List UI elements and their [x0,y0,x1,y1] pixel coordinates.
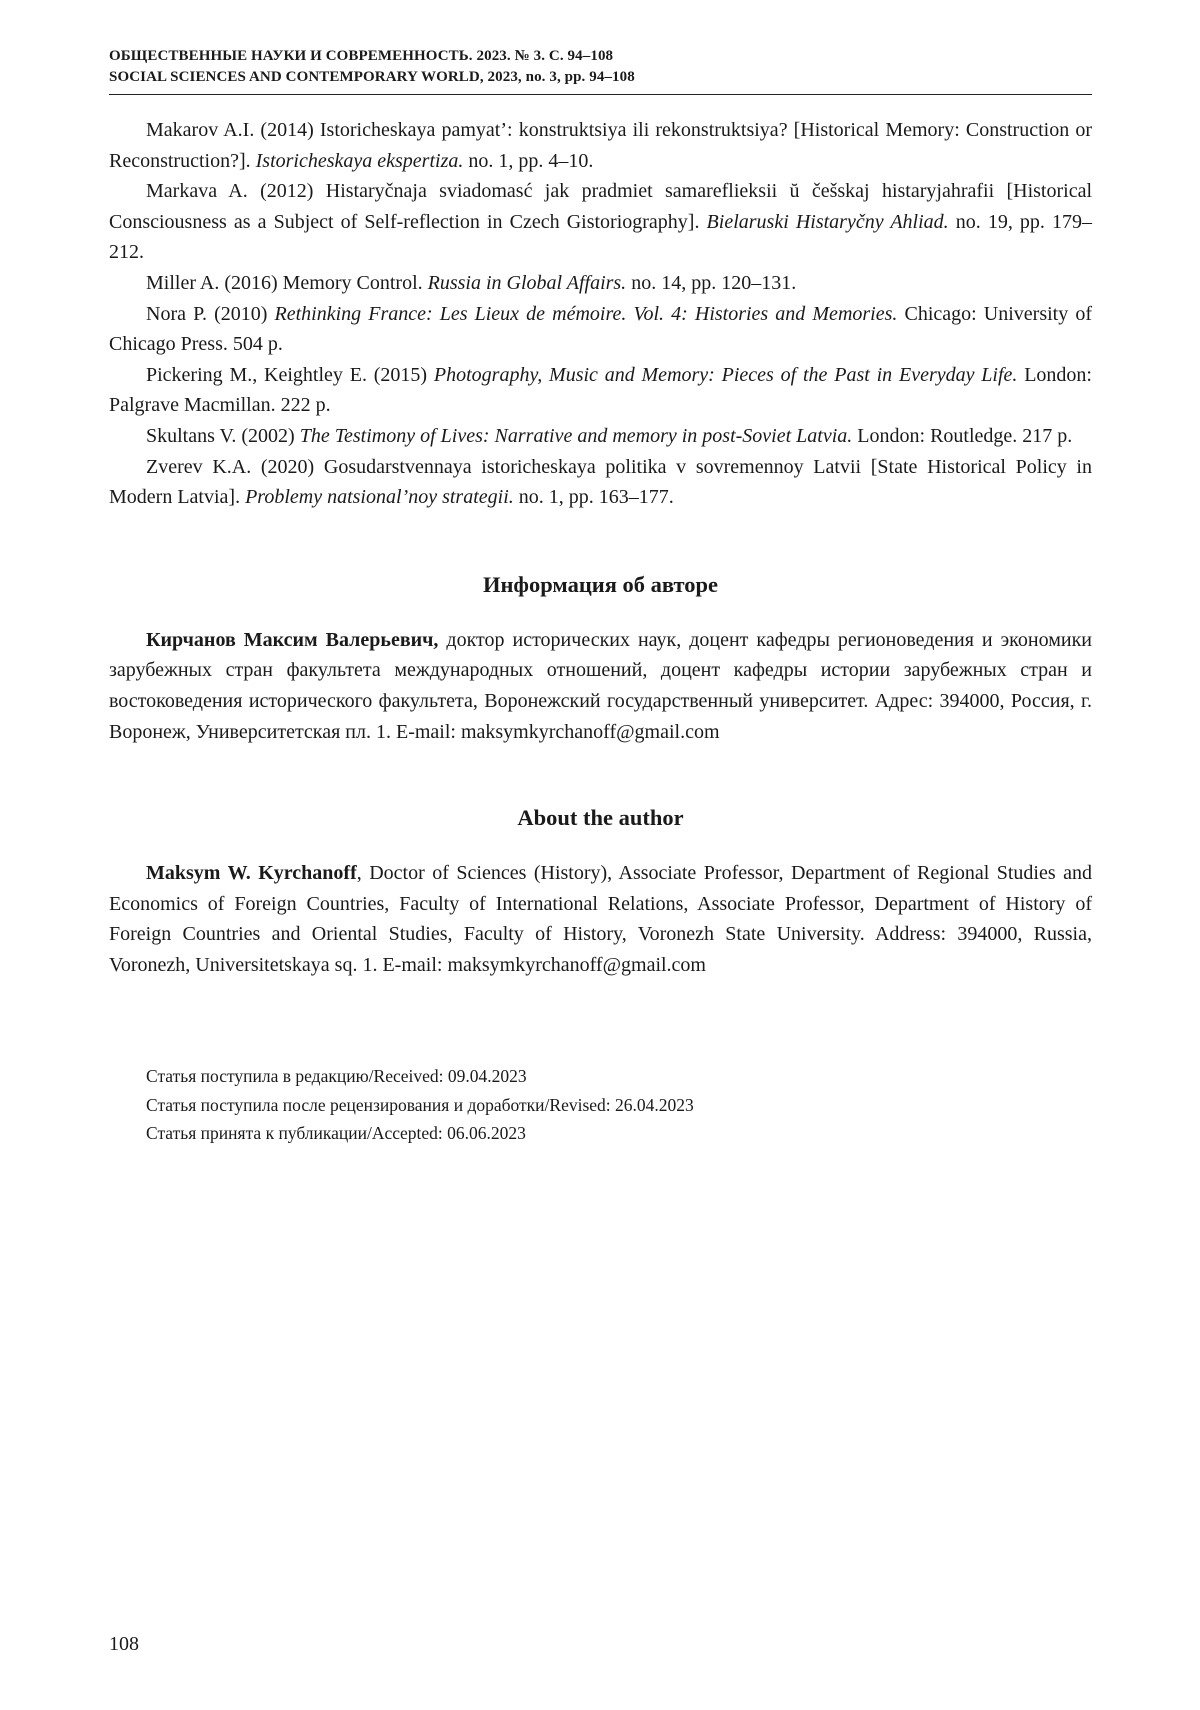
author-name-en: Maksym W. Kyrchanoff [146,862,357,885]
reference-text: Nora P. (2010) [146,302,275,325]
reference-item [109,299,1092,360]
author-info-heading-en: About the author [517,805,684,831]
accepted-date: Статья принята к публикации/Accepted: 06.06.2023 [146,1123,526,1144]
author-bio-en [109,858,1092,980]
reference-details: no. 1, pp. 163–177. [513,486,674,509]
reference-item [109,360,1092,421]
article-dates [109,1062,1092,1148]
reference-details: no. 14, pp. 120–131. [626,271,797,294]
reference-details: Chicago: University of Chicago Press. 504 p. [109,302,1092,356]
reference-text: Zverev K.A. (2020) Gosudarstvennaya istoricheskaya politika v sovremennoy Latvii [State Historical Policy in Modern Latvia]. [109,455,1092,509]
reference-item [109,421,1092,452]
reference-details: no. 19, pp. 179–212. [109,210,1093,264]
author-info-heading-ru: Информация об авторе [482,571,719,597]
reference-list [109,115,1092,513]
reference-text: Makarov A.I. (2014) Istoricheskaya pamyat’: konstruktsiya ili rekonstruktsiya? [Historical Memory: Construction or Reconstruction?]. [109,119,1092,172]
reference-text: Pickering M., Keightley E. (2015) [146,363,434,386]
reference-source: Photography, Music and Memory: Pieces of the Past in Everyday Life. [433,363,1018,386]
reference-text: Skultans V. (2002) [146,424,300,447]
reference-item [109,115,1092,176]
author-description-en: , Doctor of Sciences (History), Associate Professor, Department of Regional Studies and Economics of Foreign Countries, Faculty of International Relations, Associate Professor, Department of History of Foreign Countries and Oriental Studies, Faculty of History, Voronezh State University. Address: 394000, Russia, Voronezh, Universitetskaya sq. 1. E-mail: maksymkyrchanoff@gmail.com [109,862,1092,976]
reference-item [109,452,1092,513]
revised-date: Статья поступила после рецензирования и доработки/Revised: 26.04.2023 [146,1094,694,1115]
running-header [109,46,1092,88]
reference-source: Russia in Global Affairs. [427,271,627,294]
reference-details: London: Routledge. 217 p. [852,424,1073,447]
author-description-ru: доктор исторических наук, доцент кафедры регионоведения и экономики зарубежных стран факультета международных отношений, доцент кафедры истории зарубежных стран и востоковедения исторического факультета, Воронежский государственный университет. Адрес: 394000, Россия, г. Воронеж, Университетская пл. 1. E-mail: maksymkyrchanoff@gmail.com [109,628,1092,743]
journal-page [109,46,1092,1148]
reference-source: The Testimony of Lives: Narrative and memory in post-Soviet Latvia. [299,424,853,447]
reference-source: Bielaruski Histaryčny Ahliad. [706,210,949,233]
running-header-ru: ОБЩЕСТВЕННЫЕ НАУКИ И СОВРЕМЕННОСТЬ. 2023. № 3. С. 94–108 [109,48,614,64]
reference-text: Miller A. (2016) Memory Control. [146,271,428,294]
author-bio-ru [109,625,1092,747]
reference-source: Rethinking France: Les Lieux de mémoire. Vol. 4: Histories and Memories. [274,302,898,325]
received-date: Статья поступила в редакцию/Received: 09.04.2023 [146,1066,527,1087]
reference-source: Istoricheskaya ekspertiza. [255,149,464,172]
reference-item [109,268,1092,299]
reference-details: no. 1, pp. 4–10. [463,149,594,172]
reference-details: London: Palgrave Macmillan. 222 p. [109,363,1092,417]
reference-source: Problemy natsional’noy strategii. [245,486,514,509]
header-rule [109,94,1092,95]
reference-text: Markava A. (2012) Histaryčnaja sviadomasć jak pradmiet samareflieksii ŭ češskaj histaryjahrafii [Historical Consciousness as a Subject of Self-reflection in Czech Gistoriography]. [109,180,1092,233]
author-name-ru: Кирчанов Максим Валерьевич, [146,628,439,651]
running-header-en: SOCIAL SCIENCES AND CONTEMPORARY WORLD, 2023, no. 3, pp. 94–108 [109,69,635,85]
page-number: 108 [109,1633,139,1655]
reference-item [109,176,1092,268]
